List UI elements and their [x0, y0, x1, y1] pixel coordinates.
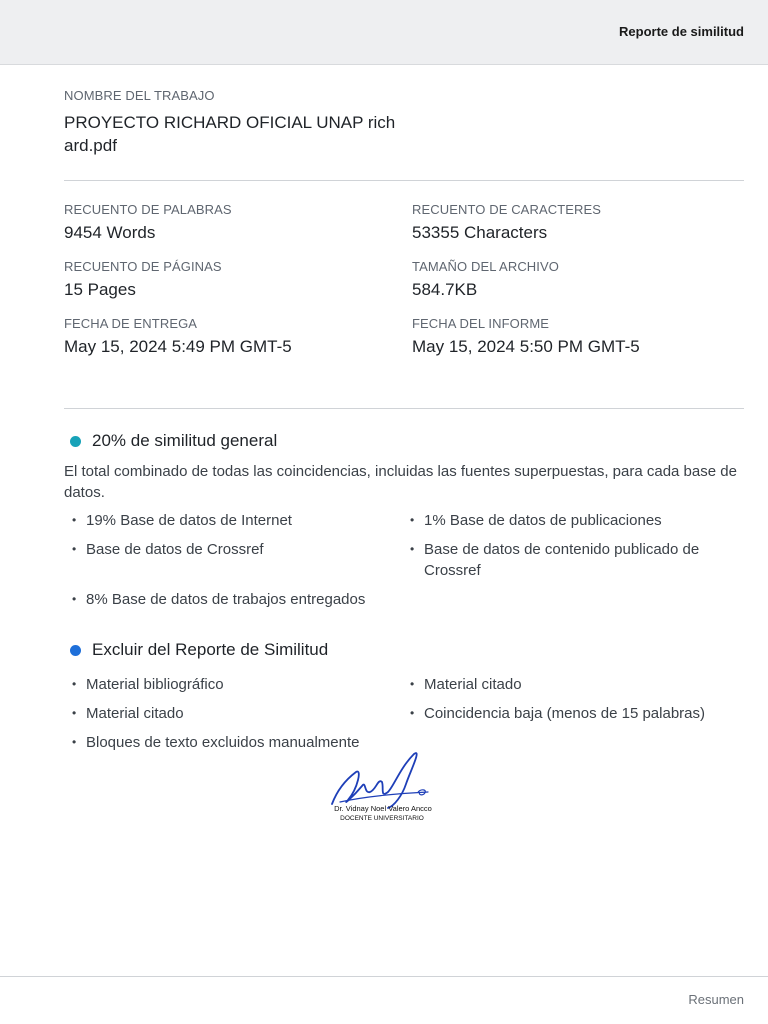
stat-word-count	[64, 202, 412, 243]
bullet-icon: •	[72, 677, 77, 691]
stat-value: 53355 Characters	[412, 223, 548, 242]
stat-label: RECUENTO DE PÁGINAS	[64, 259, 222, 274]
divider	[64, 408, 744, 409]
job-name-label: NOMBRE DEL TRABAJO	[64, 88, 215, 103]
stat-report-date	[412, 316, 744, 357]
exclude-section-title	[70, 640, 328, 660]
list-item	[410, 539, 744, 581]
list-item	[410, 510, 744, 531]
stat-label: FECHA DEL INFORME	[412, 316, 550, 331]
stat-value: 9454 Words	[64, 223, 156, 242]
footer-label: Resumen	[688, 992, 744, 1007]
bullet-icon: •	[72, 706, 77, 720]
list-item	[410, 674, 744, 695]
blue-dot-icon	[70, 645, 81, 656]
stat-label: TAMAÑO DEL ARCHIVO	[412, 259, 559, 274]
similarity-description: El total combinado de todas las coincidencias, incluidas las fuentes superpuestas, para cada base de datos.	[64, 463, 737, 501]
bullet-icon: •	[410, 677, 415, 691]
footer-divider	[0, 976, 768, 977]
job-name-line-1: PROYECTO RICHARD OFICIAL UNAP rich	[64, 113, 396, 132]
stat-submission-date	[64, 316, 412, 357]
signature	[318, 748, 448, 828]
list-item	[72, 510, 410, 531]
list-item-text: Base de datos de Crossref	[86, 541, 264, 558]
stat-value: 15 Pages	[64, 280, 136, 299]
list-item-text: Material bibliográfico	[86, 676, 224, 693]
list-item-text: Base de datos de contenido publicado de Crossref	[424, 541, 700, 579]
list-item-text: Coincidencia baja (menos de 15 palabras)	[424, 705, 706, 722]
teal-dot-icon	[70, 436, 81, 447]
job-name	[64, 111, 424, 157]
bullet-icon: •	[410, 513, 415, 527]
stat-character-count	[412, 202, 744, 243]
exclude-title: Excluir del Reporte de Similitud	[92, 640, 329, 659]
stat-value: 584.7KB	[412, 280, 478, 299]
bullet-icon: •	[72, 513, 77, 527]
similarity-section-title	[70, 431, 277, 451]
bullet-icon: •	[72, 735, 77, 749]
job-info	[64, 88, 424, 157]
stats-grid	[64, 202, 744, 357]
stat-value: May 15, 2024 5:50 PM GMT-5	[412, 337, 640, 356]
list-item-text: Material citado	[86, 705, 184, 722]
stat-value: May 15, 2024 5:49 PM GMT-5	[64, 337, 292, 356]
stat-page-count	[64, 259, 412, 300]
divider	[64, 180, 744, 181]
list-item-text: 1% Base de datos de publicaciones	[424, 512, 662, 529]
bullet-icon: •	[410, 706, 415, 720]
list-item	[410, 703, 744, 724]
exclude-list	[72, 674, 744, 753]
bullet-icon: •	[72, 592, 77, 606]
report-title: Reporte de similitud	[619, 24, 744, 39]
bullet-icon: •	[72, 542, 77, 556]
list-item-text: Bloques de texto excluidos manualmente	[86, 734, 360, 751]
list-item	[72, 589, 410, 610]
list-item-text: 19% Base de datos de Internet	[86, 512, 292, 529]
bullet-icon: •	[410, 542, 415, 556]
report-header	[0, 0, 768, 65]
job-name-line-2: ard.pdf	[64, 136, 117, 155]
signature-name: Dr. Vidnay Noel Valero Ancco	[334, 804, 432, 813]
stat-file-size	[412, 259, 744, 300]
signature-title: DOCENTE UNIVERSITARIO	[340, 815, 424, 822]
stat-label: RECUENTO DE PALABRAS	[64, 202, 232, 217]
list-item	[72, 703, 410, 724]
list-item	[72, 539, 410, 581]
similarity-title: 20% de similitud general	[92, 431, 278, 450]
similarity-list	[72, 510, 744, 610]
stat-label: RECUENTO DE CARACTERES	[412, 202, 602, 217]
signature-scribble-icon	[318, 748, 448, 828]
list-item	[72, 674, 410, 695]
list-item-text: 8% Base de datos de trabajos entregados	[86, 591, 366, 608]
list-item-text: Material citado	[424, 676, 522, 693]
stat-label: FECHA DE ENTREGA	[64, 316, 198, 331]
